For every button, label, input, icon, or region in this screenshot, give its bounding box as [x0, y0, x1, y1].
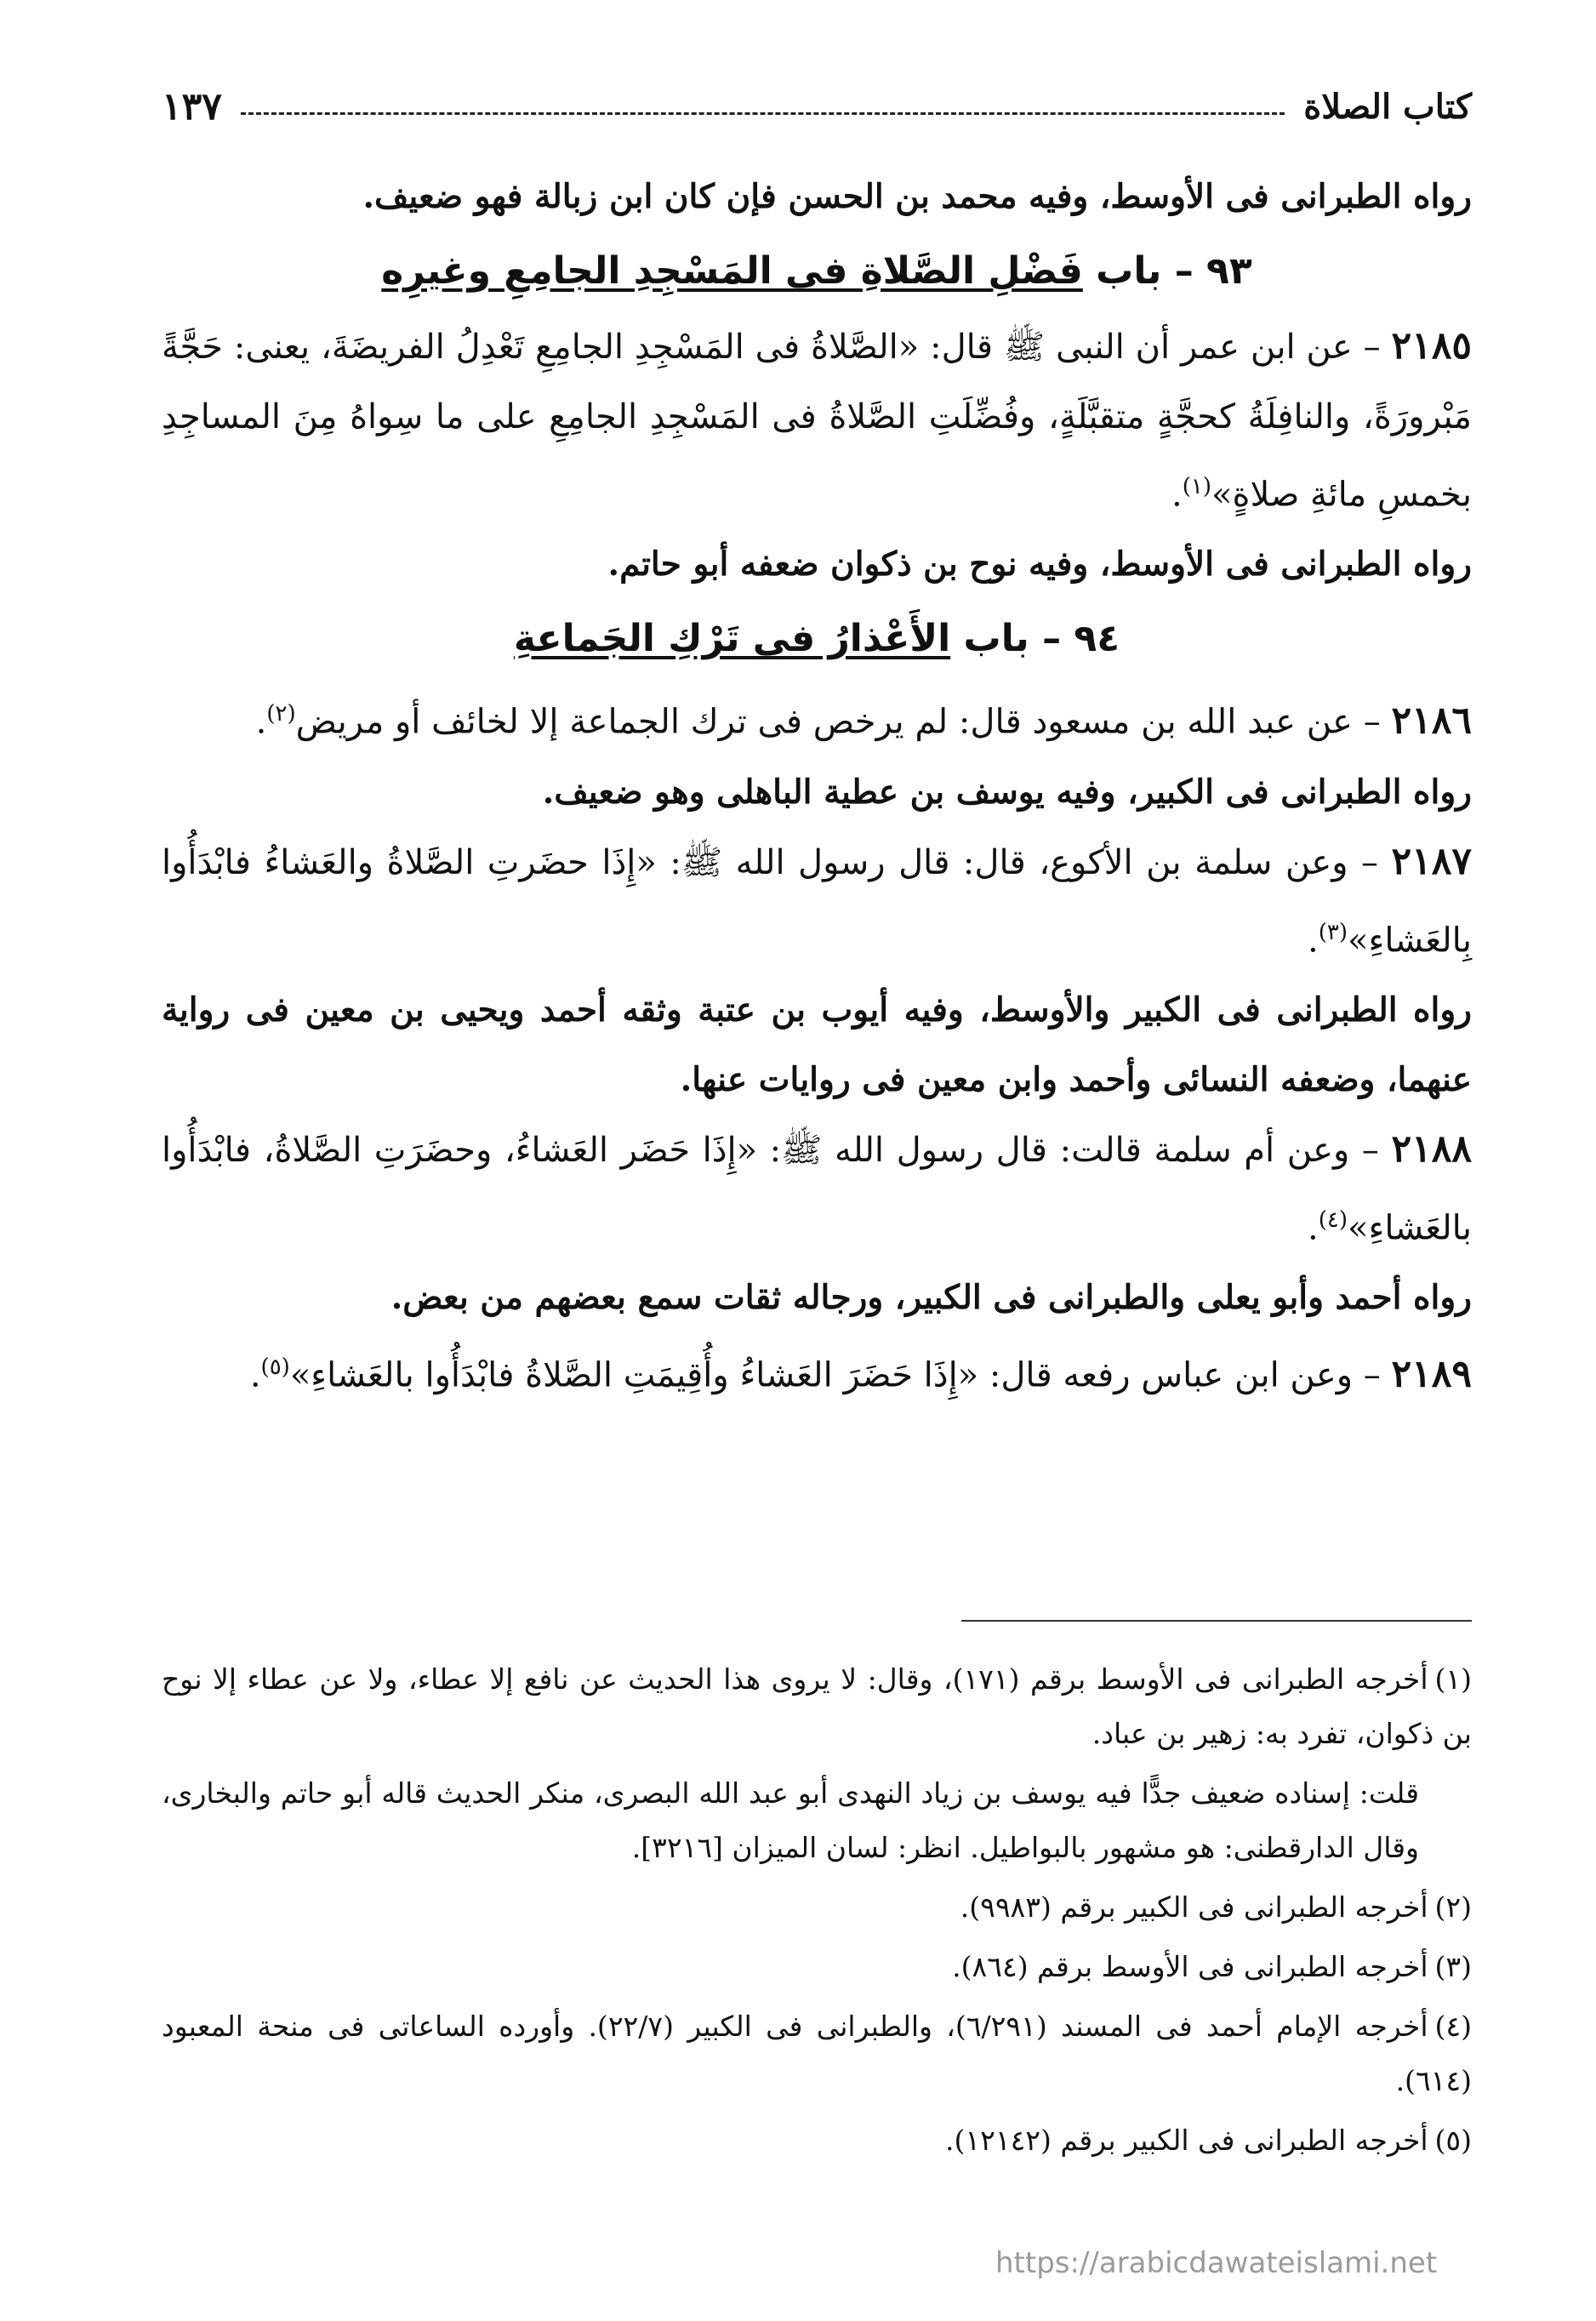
- hadith-number: ٢١٨٦: [1391, 699, 1472, 743]
- hadith-text: – وعن ابن عباس رفعه قال: «إِذَا حَضَرَ العَشاءُ وأُقِيمَتِ الصَّلاةُ فابْدَأُوا بالعَشاءِ»: [289, 1355, 1392, 1395]
- footnote-text: أخرجه الطبرانى فى الكبير برقم (١٢١٤٢).: [945, 2124, 1428, 2157]
- chapter-heading-93: [162, 231, 1472, 311]
- header-dashed-rule: [241, 112, 1285, 115]
- footnote-3: [162, 1940, 1472, 1994]
- running-title: كتاب الصلاة: [1303, 86, 1472, 127]
- attribution-paragraph: رواه أحمد وأبو يعلى والطبرانى فى الكبير، ورجاله ثقات سمع بعضهم من بعض.: [390, 1278, 1472, 1318]
- footnote-number: (٣): [1434, 1950, 1472, 1983]
- footnote-marker: (١): [1182, 474, 1212, 499]
- attribution-paragraph: رواه الطبرانى فى الأوسط، وفيه محمد بن الحسن فإن كان ابن زبالة فهو ضعيف.: [362, 177, 1472, 216]
- hadith-text: – عن عبد الله بن مسعود قال: لم يرخص فى ترك الجماعة إلا لخائف أو مريض: [295, 702, 1392, 742]
- book-page: [162, 68, 1472, 2280]
- hadith-2186: ٢١٨٦ – عن عبد الله بن مسعود قال: لم يرخص فى ترك الجماعة إلا لخائف أو مريض$^{(٢)}$.: [255, 699, 1472, 743]
- footnote-number: (٤): [1434, 2010, 1472, 2043]
- watermark-url: https://arabicdawateislami.net: [995, 2246, 1438, 2280]
- footnote-number: (١): [1434, 1662, 1472, 1696]
- footnote-text: أخرجه الطبرانى فى الأوسط برقم (٨٦٤).: [952, 1950, 1428, 1983]
- footnote-1-note: قلت: إسناده ضعيف جدًّا فيه يوسف بن زياد النهدى أبو عبد الله البصرى، منكر الحديث قاله أبو حاتم والبخارى، وقال الدارقطنى: هو مشهور بالبواطيل. انظر: لسان الميزان [٣٢١٦].: [162, 1776, 1419, 1864]
- footnote-text: أخرجه الطبرانى فى الأوسط برقم (١٧١)، وقال: لا يروى هذا الحديث عن نافع إلا عطاء، ولا عن عطاء إلا نوح بن ذكوان، تفرد به: زهير بن عباد.: [162, 1662, 1472, 1750]
- attribution-paragraph: رواه الطبرانى فى الكبير، وفيه يوسف بن عطية الباهلى وهو ضعيف.: [542, 772, 1472, 812]
- footnote-marker: (٥): [260, 1354, 290, 1381]
- hadith-2185: ٢١٨٥ – عن ابن عمر أن النبى ﷺ قال: «الصَّلاةُ فى المَسْجِدِ الجامِعِ تَعْدِلُ الفريضَةَ، يعنى: حَجَّةً مَبْرورَةً، والنافِلَةُ كحجَّةٍ متقبَّلَةٍ، وفُضِّلَتِ الصَّلاةُ فى المَسْجِدِ الجامِعِ على ما سِواهُ مِنَ المساجِدِ بخمسِ مائةِ صلاةٍ»$^{(١)}$.: [162, 324, 1472, 515]
- attribution-paragraph: رواه الطبرانى فى الأوسط، وفيه نوح بن ذكوان ضعفه أبو حاتم.: [607, 545, 1472, 585]
- hadith-2187: ٢١٨٧ – وعن سلمة بن الأكوع، قال: قال رسول الله ﷺ: «إِذَا حضَرتِ الصَّلاةُ والعَشاءُ فابْدَأُوا بِالعَشاءِ»$^{(٣)}$.: [162, 839, 1472, 960]
- footnote-separator: [961, 1620, 1472, 1622]
- footnotes: [162, 1652, 1472, 2173]
- running-header: [162, 77, 1472, 136]
- main-text: [162, 162, 1472, 1411]
- hadith-2188: ٢١٨٨ – وعن أم سلمة قالت: قال رسول الله ﷺ: «إِذَا حَضَر العَشاءُ، وحضَرَتِ الصَّلاةُ، فابْدَأُوا بالعَشاءِ»$^{(٤)}$.: [162, 1126, 1472, 1248]
- chapter-heading-94: [162, 599, 1472, 679]
- page-number: ١٣٧: [162, 84, 222, 128]
- footnote-number: (٢): [1434, 1890, 1472, 1924]
- hadith-number: ٢١٨٥: [1391, 324, 1472, 368]
- footnote-text: أخرجه الطبرانى فى الكبير برقم (٩٩٨٣).: [960, 1890, 1428, 1924]
- hadith-number: ٢١٨٧: [1391, 839, 1472, 883]
- chapter-heading-title: الأَعْذارُ فى تَرْكِ الجَماعةِ: [513, 617, 951, 661]
- footnote-marker: (٤): [1318, 1206, 1348, 1233]
- hadith-number: ٢١٨٩: [1391, 1352, 1472, 1396]
- chapter-heading-prefix: ٩٣ – باب: [1082, 249, 1252, 293]
- footnote-marker: (٣): [1318, 919, 1348, 945]
- footnote-5: [162, 2113, 1472, 2168]
- footnote-number: (٥): [1434, 2124, 1472, 2157]
- hadith-number: ٢١٨٨: [1391, 1126, 1472, 1171]
- footnote-text: أخرجه الإمام أحمد فى المسند (٦/٢٩١)، والطبرانى فى الكبير (٢٢/٧). وأورده الساعاتى فى منحة المعبود (٦١٤).: [162, 2010, 1472, 2097]
- footnote-4: [162, 1999, 1472, 2108]
- footnote-marker: (٢): [266, 701, 296, 727]
- attribution-paragraph: رواه الطبرانى فى الكبير والأوسط، وفيه أيوب بن عتبة وثقه أحمد ويحيى بن معين فى رواية عنهما، وضعفه النسائى وأحمد وابن معين فى روايات عنها.: [162, 989, 1472, 1099]
- hadith-text: – وعن سلمة بن الأكوع، قال: قال رسول الله ﷺ: «إِذَا حضَرتِ الصَّلاةُ والعَشاءُ فابْدَأُوا بِالعَشاءِ»: [162, 842, 1472, 960]
- hadith-2189: ٢١٨٩ – وعن ابن عباس رفعه قال: «إِذَا حَضَرَ العَشاءُ وأُقِيمَتِ الصَّلاةُ فابْدَأُوا بالعَشاءِ»$^{(٥)}$.: [249, 1352, 1472, 1396]
- hadith-text: – عن ابن عمر أن النبى ﷺ قال: «الصَّلاةُ فى المَسْجِدِ الجامِعِ تَعْدِلُ الفريضَةَ، يعنى: حَجَّةً مَبْرورَةً، والنافِلَةُ كحجَّةٍ متقبَّلَةٍ، وفُضِّلَتِ الصَّلاةُ فى المَسْجِدِ الجامِعِ على ما سِواهُ مِنَ المساجِدِ بخمسِ مائةِ صلاةٍ»: [162, 328, 1472, 515]
- footnote-1: [162, 1652, 1472, 1761]
- hadith-text: – وعن أم سلمة قالت: قال رسول الله ﷺ: «إِذَا حَضَر العَشاءُ، وحضَرَتِ الصَّلاةُ، فابْدَأُوا بالعَشاءِ»: [162, 1130, 1472, 1248]
- footnote-2: [162, 1880, 1472, 1935]
- chapter-heading-prefix: ٩٤ – باب: [950, 617, 1120, 661]
- chapter-heading-title: فَضْلِ الصَّلاةِ فى المَسْجِدِ الجامِعِ وغيرِه: [381, 249, 1083, 293]
